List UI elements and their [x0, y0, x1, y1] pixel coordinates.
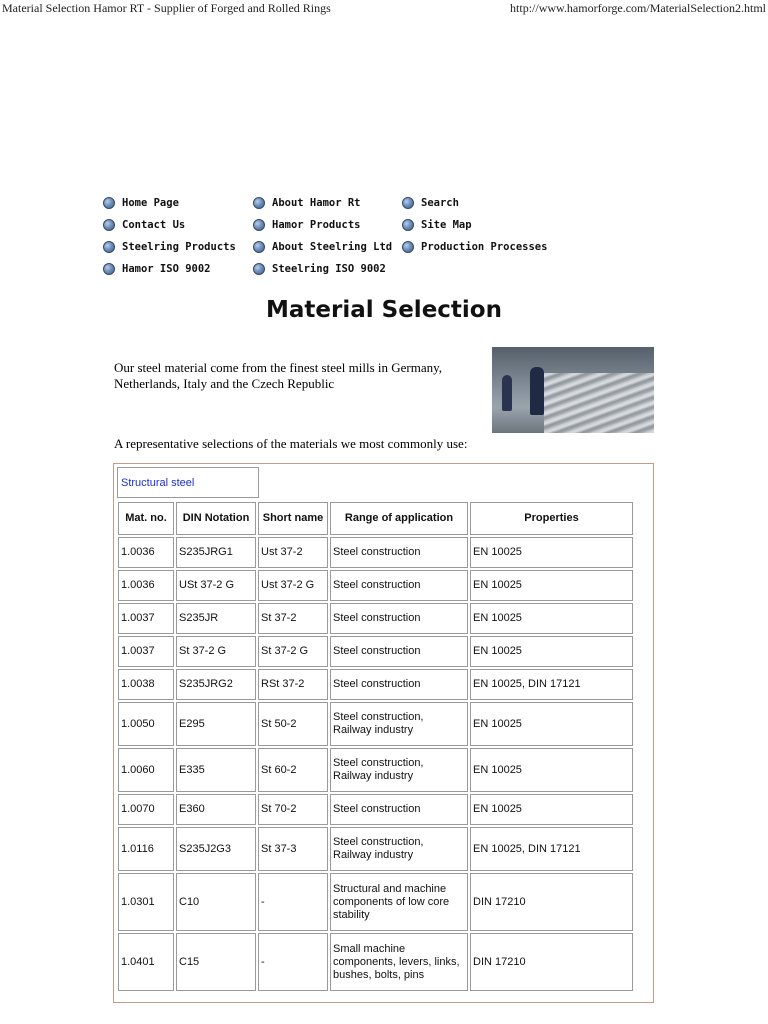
table-row — [118, 873, 633, 931]
cell-mat-no: 1.0301 — [118, 873, 174, 931]
cell-properties: DIN 17210 — [470, 933, 633, 991]
bullet-icon — [402, 197, 414, 209]
bullet-icon — [103, 219, 115, 231]
cell-short-name: St 37-3 — [258, 827, 328, 871]
cell-short-name: St 50-2 — [258, 702, 328, 746]
table-row — [118, 748, 633, 792]
cell-mat-no: 1.0037 — [118, 636, 174, 667]
bullet-icon — [253, 197, 265, 209]
header-short-name: Short name — [258, 502, 328, 535]
cell-short-name: RSt 37-2 — [258, 669, 328, 700]
cell-din-notation: S235JRG2 — [176, 669, 256, 700]
cell-din-notation: E360 — [176, 794, 256, 825]
nav-link-about-steelring-ltd[interactable]: About Steelring Ltd — [253, 236, 392, 258]
steel-bars-stack — [544, 373, 654, 433]
cell-properties: EN 10025 — [470, 537, 633, 568]
nav-link-production-processes[interactable]: Production Processes — [402, 236, 547, 258]
table-row — [118, 636, 633, 667]
header-din-notation: DIN Notation — [176, 502, 256, 535]
cell-mat-no: 1.0401 — [118, 933, 174, 991]
worker-figure — [502, 375, 512, 411]
cell-din-notation: C10 — [176, 873, 256, 931]
table-row — [118, 570, 633, 601]
cell-properties: EN 10025 — [470, 570, 633, 601]
cell-din-notation: S235JR — [176, 603, 256, 634]
nav-link-steelring-products[interactable]: Steelring Products — [103, 236, 236, 258]
cell-range-of-application: Structural and machine components of low core stability — [330, 873, 468, 931]
table-row — [118, 827, 633, 871]
cell-din-notation: USt 37-2 G — [176, 570, 256, 601]
cell-range-of-application: Steel construction — [330, 603, 468, 634]
header-range-of-application: Range of application — [330, 502, 468, 535]
cell-range-of-application: Steel construction, Railway industry — [330, 827, 468, 871]
cell-mat-no: 1.0060 — [118, 748, 174, 792]
bullet-icon — [103, 197, 115, 209]
table-row — [118, 794, 633, 825]
nav-link-hamor-iso-9002[interactable]: Hamor ISO 9002 — [103, 258, 236, 280]
cell-range-of-application: Small machine components, levers, links, bushes, bolts, pins — [330, 933, 468, 991]
cell-properties: EN 10025 — [470, 702, 633, 746]
cell-properties: DIN 17210 — [470, 873, 633, 931]
cell-short-name: St 70-2 — [258, 794, 328, 825]
cell-range-of-application: Steel construction — [330, 570, 468, 601]
site-navigation — [103, 192, 563, 278]
section-label-structural-steel: Structural steel — [117, 467, 259, 498]
nav-column-1 — [103, 192, 236, 280]
cell-properties: EN 10025, DIN 17121 — [470, 669, 633, 700]
nav-link-home-page[interactable]: Home Page — [103, 192, 236, 214]
nav-link-search[interactable]: Search — [402, 192, 547, 214]
nav-link-contact-us[interactable]: Contact Us — [103, 214, 236, 236]
bullet-icon — [103, 263, 115, 275]
table-header-row — [118, 502, 633, 535]
cell-range-of-application: Steel construction — [330, 794, 468, 825]
page-title: Material Selection — [266, 297, 502, 323]
nav-link-steelring-iso-9002[interactable]: Steelring ISO 9002 — [253, 258, 392, 280]
cell-short-name: - — [258, 933, 328, 991]
bullet-icon — [253, 241, 265, 253]
bullet-icon — [402, 219, 414, 231]
nav-link-about-hamor-rt[interactable]: About Hamor Rt — [253, 192, 392, 214]
cell-mat-no: 1.0070 — [118, 794, 174, 825]
table-body — [118, 537, 633, 991]
cell-short-name: Ust 37-2 G — [258, 570, 328, 601]
cell-mat-no: 1.0116 — [118, 827, 174, 871]
cell-din-notation: S235J2G3 — [176, 827, 256, 871]
cell-din-notation: C15 — [176, 933, 256, 991]
cell-properties: EN 10025, DIN 17121 — [470, 827, 633, 871]
bullet-icon — [103, 241, 115, 253]
bullet-icon — [253, 263, 265, 275]
table-row — [118, 702, 633, 746]
cell-din-notation: S235JRG1 — [176, 537, 256, 568]
cell-short-name: - — [258, 873, 328, 931]
cell-properties: EN 10025 — [470, 794, 633, 825]
cell-range-of-application: Steel construction — [330, 669, 468, 700]
cell-short-name: St 37-2 G — [258, 636, 328, 667]
cell-range-of-application: Steel construction — [330, 537, 468, 568]
cell-mat-no: 1.0050 — [118, 702, 174, 746]
cell-properties: EN 10025 — [470, 603, 633, 634]
cell-short-name: St 60-2 — [258, 748, 328, 792]
cell-din-notation: E335 — [176, 748, 256, 792]
cell-mat-no: 1.0036 — [118, 537, 174, 568]
cell-din-notation: St 37-2 G — [176, 636, 256, 667]
bullet-icon — [253, 219, 265, 231]
header-mat-no: Mat. no. — [118, 502, 174, 535]
table-row — [118, 603, 633, 634]
cell-din-notation: E295 — [176, 702, 256, 746]
worker-figure — [530, 367, 544, 415]
lead-text: A representative selections of the materials we most commonly use: — [114, 436, 468, 451]
header-properties: Properties — [470, 502, 633, 535]
nav-column-2 — [253, 192, 392, 280]
cell-mat-no: 1.0037 — [118, 603, 174, 634]
cell-range-of-application: Steel construction, Railway industry — [330, 748, 468, 792]
browser-page-title: Material Selection Hamor RT - Supplier of Forged and Rolled Rings — [2, 1, 331, 15]
browser-url: http://www.hamorforge.com/MaterialSelection2.html — [510, 1, 766, 15]
steel-bars-photo — [492, 347, 654, 433]
nav-column-3 — [402, 192, 547, 258]
materials-table-container — [113, 463, 654, 1003]
cell-mat-no: 1.0038 — [118, 669, 174, 700]
cell-mat-no: 1.0036 — [118, 570, 174, 601]
table-row — [118, 537, 633, 568]
cell-range-of-application: Steel construction, Railway industry — [330, 702, 468, 746]
cell-properties: EN 10025 — [470, 748, 633, 792]
nav-link-hamor-products[interactable]: Hamor Products — [253, 214, 392, 236]
bullet-icon — [402, 241, 414, 253]
materials-table — [116, 500, 635, 993]
table-row — [118, 933, 633, 991]
cell-range-of-application: Steel construction — [330, 636, 468, 667]
intro-text: Our steel material come from the finest steel mills in Germany, Netherlands, Italy and the Czech Republic — [114, 360, 443, 391]
nav-link-site-map[interactable]: Site Map — [402, 214, 547, 236]
cell-short-name: St 37-2 — [258, 603, 328, 634]
cell-properties: EN 10025 — [470, 636, 633, 667]
cell-short-name: Ust 37-2 — [258, 537, 328, 568]
table-row — [118, 669, 633, 700]
